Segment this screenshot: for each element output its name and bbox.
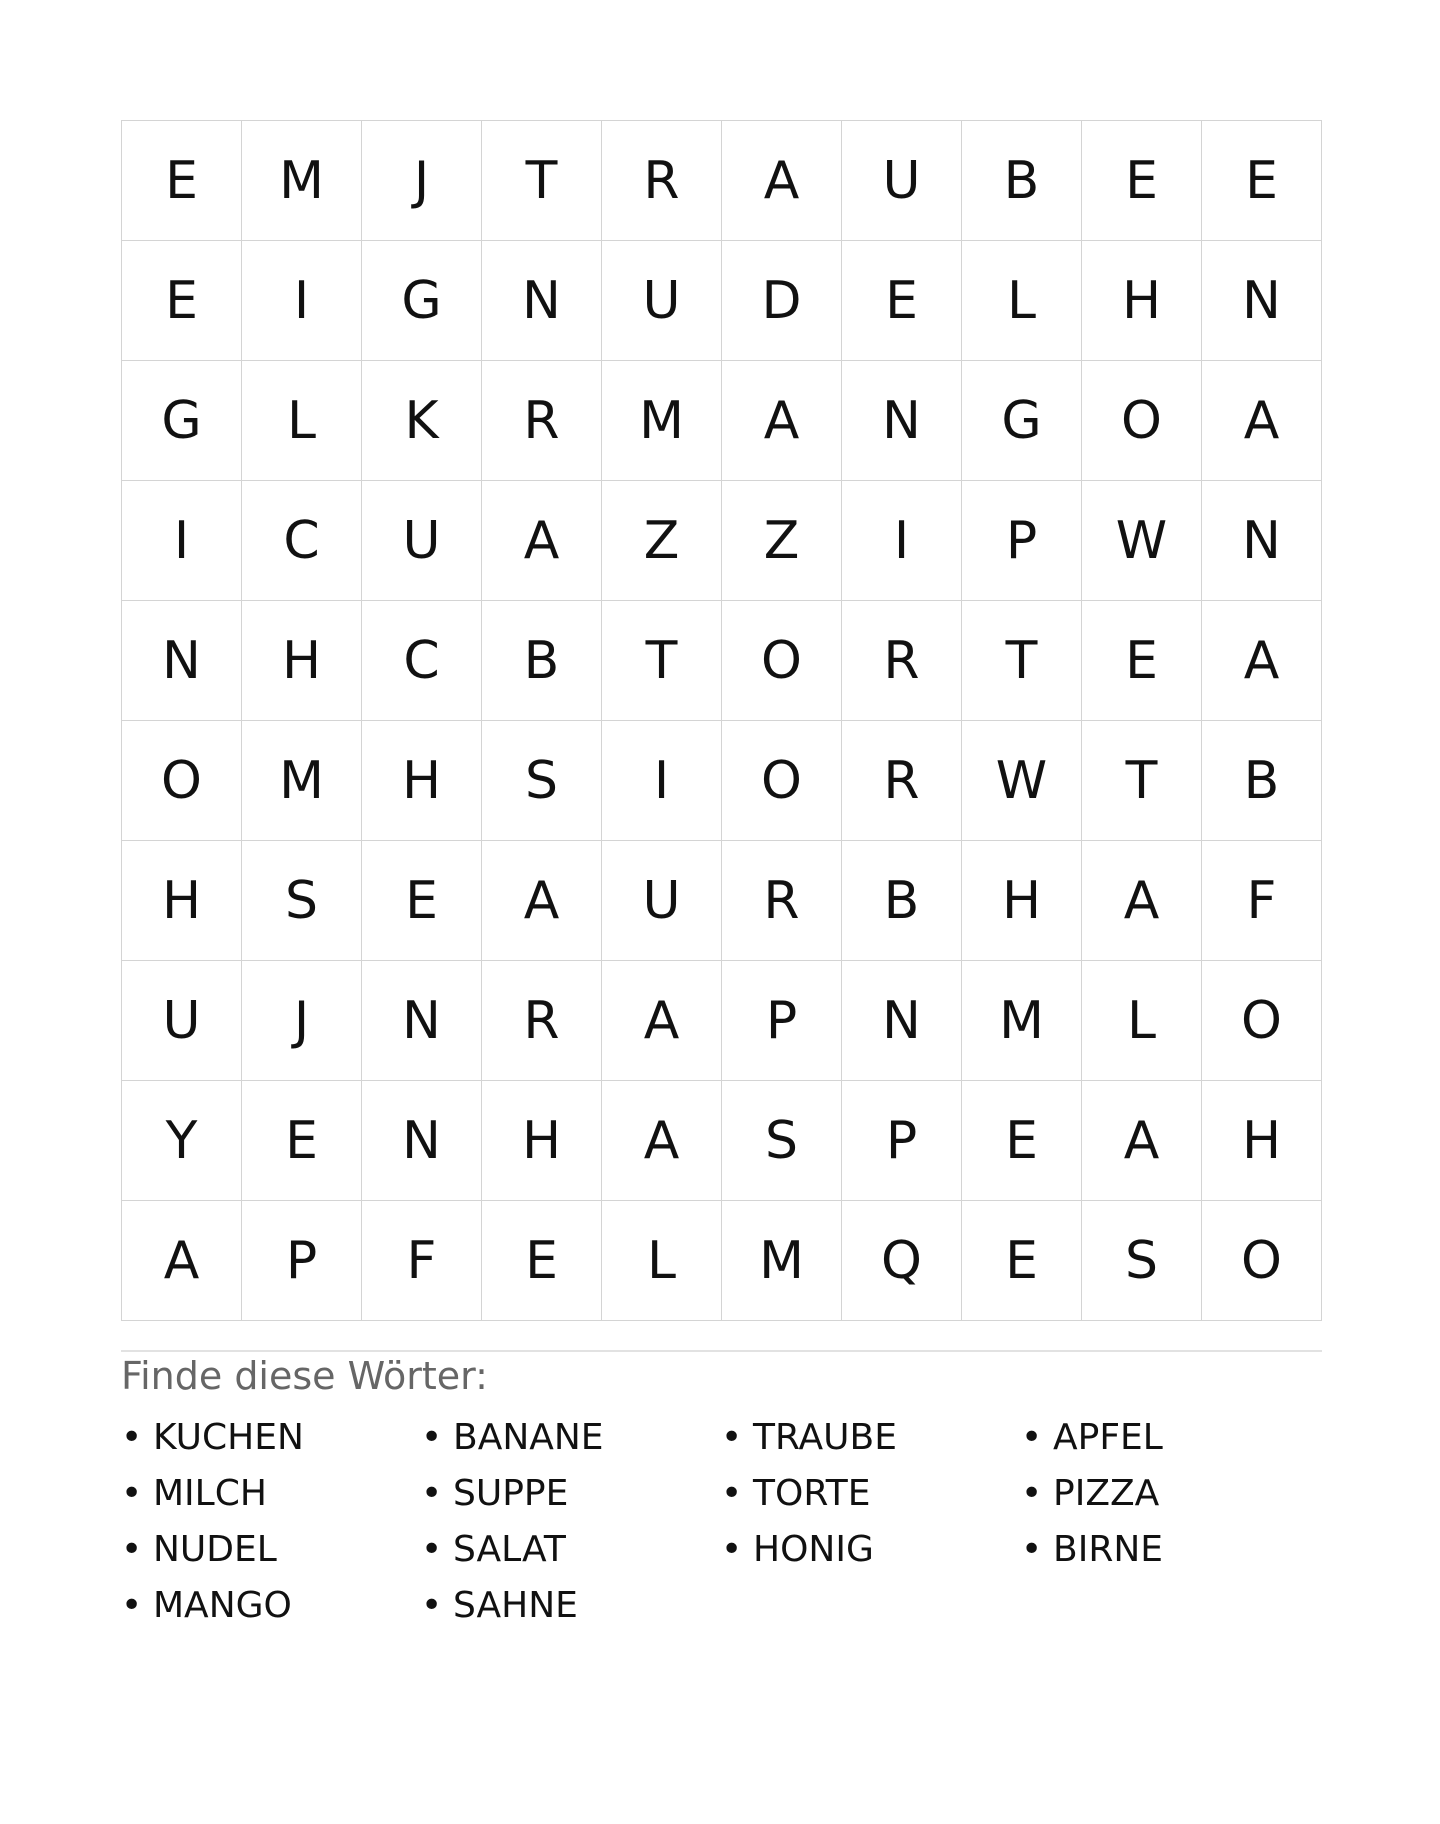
grid-cell[interactable]: U <box>602 241 722 361</box>
grid-cell[interactable]: S <box>1082 1201 1202 1321</box>
bullet-icon: • <box>421 1585 443 1626</box>
grid-cell[interactable]: N <box>1202 481 1322 601</box>
word-label: PIZZA <box>1053 1473 1160 1514</box>
grid-cell[interactable]: A <box>482 841 602 961</box>
grid-cell[interactable]: T <box>962 601 1082 721</box>
grid-cell[interactable]: S <box>722 1081 842 1201</box>
grid-cell[interactable]: Z <box>722 481 842 601</box>
word-label: KUCHEN <box>153 1417 304 1458</box>
grid-cell[interactable]: T <box>602 601 722 721</box>
grid-cell[interactable]: Q <box>842 1201 962 1321</box>
grid-cell[interactable]: N <box>1202 241 1322 361</box>
grid-cell[interactable]: E <box>122 121 242 241</box>
grid-cell[interactable]: O <box>722 601 842 721</box>
grid-cell[interactable]: N <box>842 961 962 1081</box>
word-label: SAHNE <box>453 1585 578 1626</box>
grid-cell[interactable]: H <box>482 1081 602 1201</box>
word-label: HONIG <box>753 1529 874 1570</box>
grid-cell[interactable]: O <box>1202 961 1322 1081</box>
word-label: BANANE <box>453 1417 604 1458</box>
bullet-icon: • <box>421 1529 443 1570</box>
word-list-title: Finde diese Wörter: <box>121 1354 488 1398</box>
grid-cell[interactable]: B <box>482 601 602 721</box>
grid-cell[interactable]: E <box>242 1081 362 1201</box>
grid-cell[interactable]: A <box>722 361 842 481</box>
grid-cell[interactable]: A <box>722 121 842 241</box>
bullet-icon: • <box>121 1585 143 1626</box>
word-list-item <box>721 1466 1021 1522</box>
bullet-icon: • <box>721 1473 743 1514</box>
grid-cell[interactable]: P <box>722 961 842 1081</box>
grid-cell[interactable]: A <box>1082 841 1202 961</box>
grid-cell[interactable]: C <box>242 481 362 601</box>
grid-cell[interactable]: E <box>482 1201 602 1321</box>
word-label: APFEL <box>1053 1417 1163 1458</box>
bullet-icon: • <box>721 1529 743 1570</box>
grid-cell[interactable]: P <box>962 481 1082 601</box>
grid-cell[interactable]: C <box>362 601 482 721</box>
grid-cell[interactable]: S <box>242 841 362 961</box>
grid-cell[interactable]: E <box>842 241 962 361</box>
word-label: TORTE <box>753 1473 871 1514</box>
grid-cell[interactable]: G <box>962 361 1082 481</box>
word-label: MANGO <box>153 1585 292 1626</box>
grid-cell[interactable]: M <box>242 721 362 841</box>
grid-cell[interactable]: T <box>482 121 602 241</box>
word-list <box>121 1410 1321 1634</box>
grid-cell[interactable]: H <box>122 841 242 961</box>
grid-cell[interactable]: G <box>122 361 242 481</box>
word-list-item <box>1021 1410 1321 1466</box>
grid-cell[interactable]: O <box>1082 361 1202 481</box>
grid-cell[interactable]: M <box>962 961 1082 1081</box>
grid-cell[interactable]: S <box>482 721 602 841</box>
grid-cell[interactable]: N <box>362 961 482 1081</box>
grid-cell[interactable]: A <box>1082 1081 1202 1201</box>
word-list-item <box>421 1522 721 1578</box>
grid-cell[interactable]: E <box>962 1201 1082 1321</box>
grid-cell[interactable]: Y <box>122 1081 242 1201</box>
grid-cell[interactable]: R <box>602 121 722 241</box>
letter-grid <box>121 120 1322 1321</box>
bullet-icon: • <box>421 1417 443 1458</box>
word-label: NUDEL <box>153 1529 277 1570</box>
grid-cell[interactable]: N <box>842 361 962 481</box>
grid-cell[interactable]: O <box>722 721 842 841</box>
bullet-icon: • <box>1021 1417 1043 1458</box>
grid-cell[interactable]: I <box>602 721 722 841</box>
grid-cell[interactable]: H <box>1202 1081 1322 1201</box>
grid-cell[interactable]: U <box>362 481 482 601</box>
word-list-item <box>121 1466 421 1522</box>
grid-cell[interactable]: D <box>722 241 842 361</box>
word-label: BIRNE <box>1053 1529 1164 1570</box>
grid-cell[interactable]: B <box>842 841 962 961</box>
grid-cell[interactable]: O <box>1202 1201 1322 1321</box>
word-list-item <box>421 1578 721 1634</box>
grid-cell[interactable]: R <box>842 721 962 841</box>
grid-cell[interactable]: H <box>242 601 362 721</box>
grid-cell[interactable]: B <box>1202 721 1322 841</box>
grid-cell[interactable]: L <box>242 361 362 481</box>
grid-cell[interactable]: M <box>242 121 362 241</box>
grid-cell[interactable]: E <box>1082 601 1202 721</box>
grid-cell[interactable]: O <box>122 721 242 841</box>
grid-cell[interactable]: E <box>1202 121 1322 241</box>
grid-cell[interactable]: N <box>122 601 242 721</box>
grid-cell[interactable]: A <box>602 1081 722 1201</box>
grid-cell[interactable]: W <box>962 721 1082 841</box>
grid-cell[interactable]: U <box>842 121 962 241</box>
grid-cell[interactable]: F <box>1202 841 1322 961</box>
grid-cell[interactable]: M <box>722 1201 842 1321</box>
grid-cell[interactable]: G <box>362 241 482 361</box>
bullet-icon: • <box>121 1417 143 1458</box>
word-label: TRAUBE <box>753 1417 897 1458</box>
grid-cell[interactable]: H <box>1082 241 1202 361</box>
grid-cell[interactable]: A <box>122 1201 242 1321</box>
grid-cell[interactable]: R <box>842 601 962 721</box>
grid-cell[interactable]: U <box>602 841 722 961</box>
word-label: SALAT <box>453 1529 566 1570</box>
bullet-icon: • <box>121 1529 143 1570</box>
grid-cell[interactable]: A <box>1202 361 1322 481</box>
grid-cell[interactable]: P <box>242 1201 362 1321</box>
word-list-item <box>1021 1466 1321 1522</box>
grid-cell[interactable]: E <box>362 841 482 961</box>
grid-cell[interactable]: P <box>842 1081 962 1201</box>
grid-cell[interactable]: E <box>122 241 242 361</box>
grid-cell[interactable]: R <box>722 841 842 961</box>
grid-cell[interactable]: N <box>482 241 602 361</box>
grid-cell[interactable]: A <box>1202 601 1322 721</box>
word-list-item <box>421 1410 721 1466</box>
grid-cell[interactable]: B <box>962 121 1082 241</box>
word-list-item <box>721 1410 1021 1466</box>
grid-cell[interactable]: F <box>362 1201 482 1321</box>
word-list-item <box>121 1410 421 1466</box>
grid-cell[interactable]: J <box>362 121 482 241</box>
word-list-item <box>121 1578 421 1634</box>
word-label: SUPPE <box>453 1473 569 1514</box>
word-list-item <box>121 1522 421 1578</box>
word-list-item <box>1021 1522 1321 1578</box>
grid-cell[interactable]: N <box>362 1081 482 1201</box>
grid-cell[interactable]: A <box>602 961 722 1081</box>
word-label: MILCH <box>153 1473 267 1514</box>
grid-cell[interactable]: H <box>962 841 1082 961</box>
grid-cell[interactable]: W <box>1082 481 1202 601</box>
grid-cell[interactable]: Z <box>602 481 722 601</box>
grid-cell[interactable]: I <box>242 241 362 361</box>
grid-cell[interactable]: L <box>602 1201 722 1321</box>
grid-cell[interactable]: I <box>842 481 962 601</box>
grid-cell[interactable]: R <box>482 361 602 481</box>
word-list-item <box>421 1466 721 1522</box>
grid-cell[interactable]: U <box>122 961 242 1081</box>
grid-cell[interactable]: H <box>362 721 482 841</box>
grid-cell[interactable]: J <box>242 961 362 1081</box>
grid-cell[interactable]: L <box>962 241 1082 361</box>
bullet-icon: • <box>121 1473 143 1514</box>
grid-cell[interactable]: R <box>482 961 602 1081</box>
grid-cell[interactable]: E <box>1082 121 1202 241</box>
grid-cell[interactable]: A <box>482 481 602 601</box>
grid-cell[interactable]: E <box>962 1081 1082 1201</box>
bullet-icon: • <box>421 1473 443 1514</box>
grid-cell[interactable]: I <box>122 481 242 601</box>
bullet-icon: • <box>1021 1473 1043 1514</box>
bullet-icon: • <box>721 1417 743 1458</box>
grid-cell[interactable]: K <box>362 361 482 481</box>
word-list-item <box>721 1522 1021 1578</box>
grid-cell[interactable]: M <box>602 361 722 481</box>
grid-cell[interactable]: L <box>1082 961 1202 1081</box>
grid-cell[interactable]: T <box>1082 721 1202 841</box>
bullet-icon: • <box>1021 1529 1043 1570</box>
